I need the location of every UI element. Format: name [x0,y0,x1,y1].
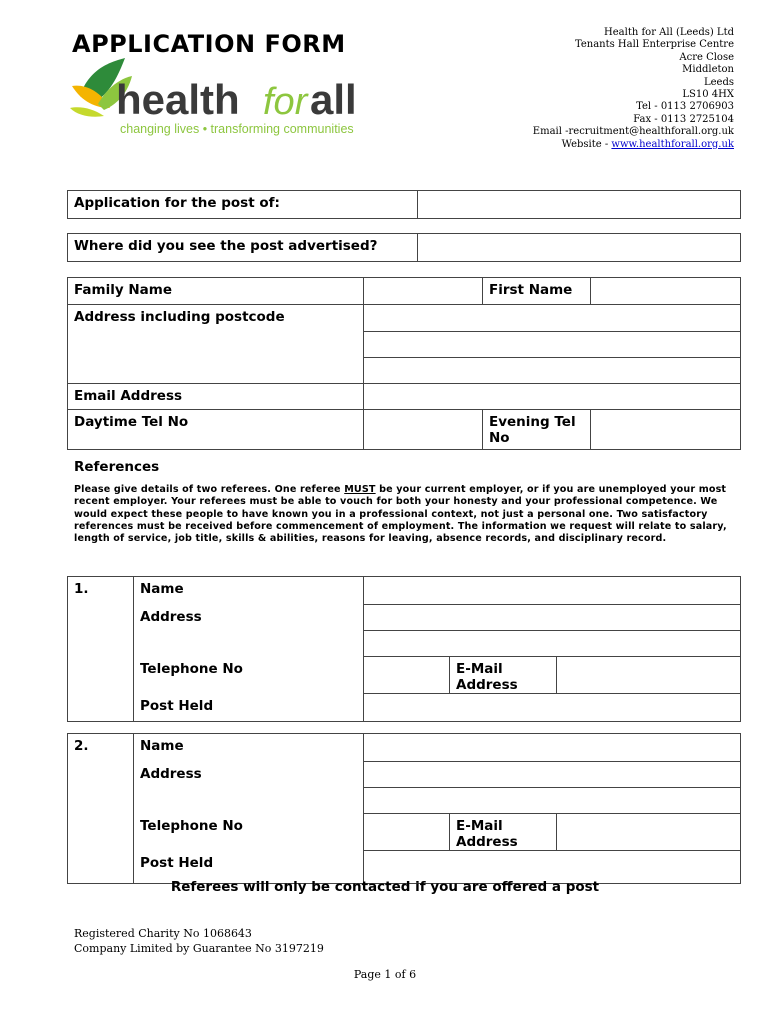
references-text-must: MUST [344,484,376,495]
logo-text-health: health [116,76,240,123]
footer [74,926,324,956]
family-name-label: Family Name [68,278,364,305]
address-line-2-field[interactable] [364,332,741,358]
org-line: Middleton [682,64,734,76]
org-line: Leeds [703,76,734,88]
advertised-label: Where did you see the post advertised? [68,234,418,262]
org-line: Tel - 0113 2706903 [636,101,734,113]
referee-address-label: Address [134,605,364,657]
referee-name-label: Name [134,734,364,762]
referee-email-label: E-Mail Address [450,814,557,851]
referee-post-label: Post Held [134,851,364,884]
referee-tel-label: Telephone No [134,814,364,851]
referee-1-address-line-2-field[interactable] [364,631,741,657]
referee-1-post-field[interactable] [364,694,741,722]
address-line-3-field[interactable] [364,358,741,384]
references-text-after: be your current employer, or if you are unemployed your most recent employer. Your referees must be able to vouch for both your honesty and your professional competence. We would expect these people to have known you in a professional context, not just a personal one. Two satisfactory references must be received before commencement of employment. The information we request will relate to salary, length of service, job title, skills & abilities, reasons for leaving, absence records, and disciplinary record. [74,484,727,545]
post-label: Application for the post of: [68,191,418,219]
referee-number: 1. [68,577,134,722]
healthforall-logo [70,56,370,138]
referee-1-name-field[interactable] [364,577,741,605]
address-label: Address including postcode [68,305,364,384]
org-line: LS10 4HX [682,89,734,101]
referee-2-address-line-1-field[interactable] [364,762,741,788]
website-line [533,139,734,151]
daytime-tel-field[interactable] [364,410,483,450]
charity-number: Registered Charity No 1068643 [74,927,252,940]
references-heading: References [74,459,160,475]
page-title: APPLICATION FORM [72,30,346,58]
referee-address-label: Address [134,762,364,814]
email-field[interactable] [364,384,741,410]
referee-post-label: Post Held [134,694,364,722]
website-prefix: Website - [561,138,612,150]
evening-tel-label: Evening Tel No [483,410,591,450]
referee-2-address-line-2-field[interactable] [364,788,741,814]
referee-1-address-line-1-field[interactable] [364,605,741,631]
referee-2-table [67,733,741,884]
advertised-table [67,233,741,262]
org-line: Fax - 0113 2725104 [633,113,734,125]
logo-text-all: all [310,76,357,123]
referee-2-tel-field[interactable] [364,814,450,851]
referee-1-table [67,576,741,722]
post-table [67,190,741,219]
first-name-label: First Name [483,278,591,305]
referee-name-label: Name [134,577,364,605]
references-text-before: Please give details of two referees. One referee [74,484,345,495]
referee-number: 2. [68,734,134,884]
website-link[interactable]: www.healthforall.org.uk [611,138,734,150]
referee-2-email-field[interactable] [557,814,741,851]
advertised-field[interactable] [418,234,741,262]
address-line-1-field[interactable] [364,305,741,332]
organisation-address [533,27,734,151]
daytime-tel-label: Daytime Tel No [68,410,364,450]
logo-tagline: changing lives • transforming communities [120,122,354,136]
page-number: Page 1 of 6 [353,968,417,981]
referee-tel-label: Telephone No [134,657,364,694]
referee-1-tel-field[interactable] [364,657,450,694]
referee-1-email-field[interactable] [557,657,741,694]
evening-tel-field[interactable] [591,410,741,450]
first-name-field[interactable] [591,278,741,305]
company-number: Company Limited by Guarantee No 3197219 [74,942,324,955]
org-line: Health for All (Leeds) Ltd [604,27,734,38]
logo-text-for: for [263,81,308,123]
referee-email-label: E-Mail Address [450,657,557,694]
post-field[interactable] [418,191,741,219]
referee-2-name-field[interactable] [364,734,741,762]
email-label: Email Address [68,384,364,410]
family-name-field[interactable] [364,278,483,305]
org-line: Email -recruitment@healthforall.org.uk [532,126,734,138]
org-line: Acre Close [679,51,734,63]
org-line: Tenants Hall Enterprise Centre [574,39,734,51]
references-instructions [74,484,734,545]
referee-contact-note: Referees will only be contacted if you are offered a post [170,879,600,895]
applicant-details-table [67,277,741,450]
